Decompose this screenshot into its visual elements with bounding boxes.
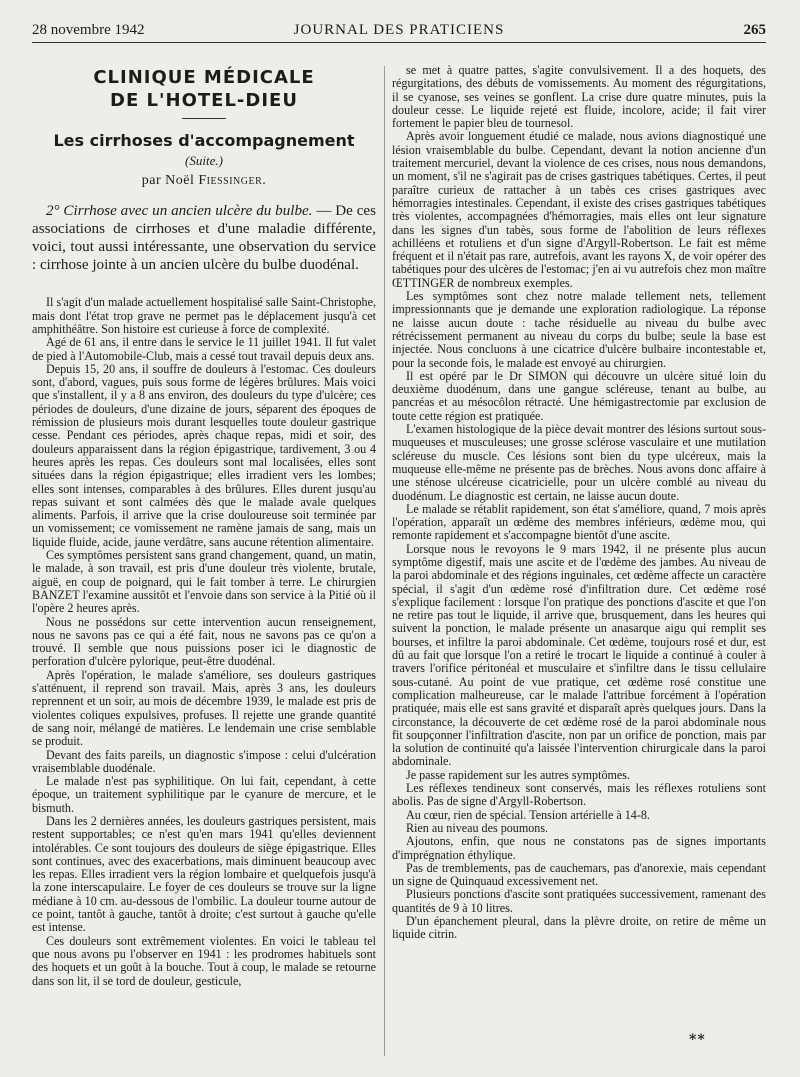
left-column xyxy=(32,64,376,1064)
paragraph: Ces douleurs sont extrêmement violentes. En voici le tableau tel que nous avons pu l'observer en 1941 : les prodromes habituels sont des hoquets et un goût à la bouche. Tout à coup, le malade se retourne dans son lit, il se tord de douleur, gesticule, xyxy=(32,933,376,988)
page-header xyxy=(32,20,766,43)
lead-label: 2° Cirrhose avec un ancien ulcère du bulbe. xyxy=(46,202,313,219)
lead-text: — De ces associations de cirrhoses et d'une maladie différente, voici, tout aussi intéressante, une observation du service : cirrhose jointe à un ancien ulcère du bulbe duodénal. xyxy=(32,202,376,274)
paragraph: Il est opéré par le Dr SIMON qui découvre un ulcère situé loin du deuxième duodénum, dans une gangue scléreuse, tenant au bulbe, au pancréas et au mésocôlon rétracté. Une hémigastrectomie par exclusion de toute cette région est pratiquée. xyxy=(392,368,766,423)
author-line xyxy=(32,174,376,187)
paragraph: Il s'agit d'un malade actuellement hospitalisé salle Saint-Christophe, mais dont l'état trop grave ne permet pas le déplacement jusqu'à cet amphithéâtre. Son histoire est curieuse à force de complexité. xyxy=(32,295,376,336)
section-title xyxy=(32,66,376,112)
paragraph: Après l'opération, le malade s'améliore, ses douleurs gastriques s'atténuent, il reprend son travail. Mais, après 3 ans, les douleurs reprennent et un soir, au mois de décembre 1939, le malade est pris de violentes coliques expulsives, profuses. Il rejette une grande quantité de sang noir, mélangé de matières. Le lendemain une crise semblable se produit. xyxy=(32,667,376,749)
right-body xyxy=(392,64,766,942)
journal-title: JOURNAL DES PRATICIENS xyxy=(293,22,505,38)
paragraph: Agé de 61 ans, il entre dans le service le 11 juillet 1941. Il fut valet de pied à l'Automobile-Club, mais a cessé tout travail depuis deux ans. xyxy=(32,335,376,363)
paragraph: Je passe rapidement sur les autres symptômes. xyxy=(406,767,631,782)
paragraph: Au cœur, rien de spécial. Tension artérielle à 14-8. xyxy=(406,807,650,822)
article-title: Les cirrhoses d'accompagnement xyxy=(53,131,355,150)
left-body xyxy=(32,296,376,987)
paragraph: Depuis 15, 20 ans, il souffre de douleurs à l'estomac. Ces douleurs sont, d'abord, vagues, puis sous forme de légères brûlures. Mais voici que s'installent, il y a 8 ans environ, des douleurs du type d'ulcère; ces périodes de douleurs, d'une dizaine de jours, séparent des époques de rémission de plusieurs mois durant lesquelles toute douleur gastrique cesse. Pendant ces périodes, après chaque repas, midi et soir, des douleurs apparaissent dans la région épigastrique, tardivement, 3 ou 4 heures après les repas. Ces douleurs sont mal localisées, elles sont situées dans la région épigastrique; elles irradient vers les lombes; elles sont intenses, comparables à des brûlures. Elles durent jusqu'au repas suivant et sont calmées dès que le malade avale quelques aliments. Parfois, il arrive que la crise douloureuse soit terminée par un vomissement; ce vomissement ne ramène jamais de sang, mais un liquide fluide, acide, jaune verdâtre, sans aucune rétention alimentaire. xyxy=(32,361,376,549)
paragraph: L'examen histologique de la pièce devait montrer des lésions surtout sous-muqueuses et musculeuses; une grosse sclérose vasculaire et une mutilation scléreuse du muscle. Ces lésions sont bien du type ulcéreux, mais la muqueuse elle-même ne présente pas de brèches. Nous avons donc affaire à une sténose ulcéreuse cicatricielle, pour un ulcère comblé au niveau du duodénum. Le diagnostic est certain, ne laisse aucun doute. xyxy=(392,422,766,503)
paragraph: Ajoutons, enfin, que nous ne constatons pas de signes importants d'imprégnation éthylique. xyxy=(392,834,766,862)
paragraph: Plusieurs ponctions d'ascite sont pratiquées successivement, ramenant des quantités de 9 à 10 litres. xyxy=(392,887,766,915)
title-rule xyxy=(182,118,226,119)
paragraph: Lorsque nous le revoyons le 9 mars 1942, il ne présente plus aucun symptôme digestif, mais une ascite et de l'œdème des jambes. Au niveau de la paroi abdominale et des régions inguinales, cet œdème affecte un caractère spécial, il s'agit d'un œdème rosé d'infiltration dure. Cet œdème rosé s'explique facilement : lorsque l'on pratique des ponctions d'ascite et que l'on ne retire pas tout le liquide, il arrive que, brusquement, dans les heures qui suivent la ponction, le malade présente un anasarque aigu qui remplit ses bourses, et infiltre la paroi abdominale. Cet œdème, toujours rosé et dur, est dû au fait que lorsque l'on a retiré le trocart le liquide a continué à couler à travers l'orifice péritonéal et musculaire et s'infiltre dans le tissu cellulaire sous-cutané. Au point de vue pratique, cet œdème rosé constitue une complication malheureuse, car le malade l'attribue forcément à l'opération pratiquée, mais elle est sans gravité et disparaît après quelques jours. Dans la circonstance, la découverte de cet œdème rosé de la paroi abdominale nous fit soupçonner l'infiltration d'ascite, non par un orifice de ponction, mais par la solution de continuité qu'a laissée l'intervention chirurgicale dans la paroi abdominale. xyxy=(392,541,766,769)
paragraph: Pas de tremblements, pas de cauchemars, pas d'anorexie, mais cependant un signe de Quinquaud excessivement net. xyxy=(392,860,766,889)
header-date: 28 novembre 1942 xyxy=(32,22,145,38)
author-prefix: par Noël xyxy=(141,173,199,189)
paragraph: Le malade se rétablit rapidement, son état s'améliore, quand, 7 mois après l'opération, apparaît un œdème des membres inférieurs, œdème mou, qui remonte rapidement et s'accompagne bientôt d'une ascite. xyxy=(392,501,766,543)
paragraph: Les symptômes sont chez notre malade tellement nets, tellement impressionnants que je demande une exploration radiologique. La réponse ne laisse aucun doute : tache résiduelle au niveau du bulbe avec rétrécissement permanent au niveau du corps du bulbe; seule la base est injectée. Nous concluons à une cicatrice d'ulcère bulbaire incontestable et, pour la seconde fois, le malade est envoyé au chirurgien. xyxy=(392,289,766,370)
paragraph: Devant des faits pareils, un diagnostic s'impose : celui d'ulcération vraisemblable duodénale. xyxy=(32,747,376,775)
paragraph: Rien au niveau des poumons. xyxy=(406,820,549,835)
section-title-line2: DE L'HOTEL-DIEU xyxy=(110,90,298,111)
lead-paragraph xyxy=(32,202,376,275)
paragraph: Le malade n'est pas syphilitique. On lui fait, cependant, à cette époque, un traitement syphilitique par le cyanure de mercure, et le bismuth. xyxy=(32,774,376,815)
paragraph: Ces symptômes persistent sans grand changement, quand, un matin, le malade, à son travail, est pris d'une douleur très violente, brutale, aiguë, en coup de poignard, qui le fait tomber à terre. Le chirurgien BANZET l'examine aussitôt et l'envoie dans son service à la Pitié où il l'opère 2 heures après. xyxy=(32,548,376,616)
paragraph: Dans les 2 dernières années, les douleurs gastriques persistent, mais restent supportables; ce n'est qu'en mars 1941 qu'elles deviennent intolérables. Ce sont toujours des douleurs de siège épigastrique. Elles sont continues, avec des exacerbations, mais diminuent beaucoup avec les repas. Elles irradient vers la région lombaire et quelquefois jusqu'à la zone interscapulaire. Le foyer de ces douleurs se trouve sur la ligne médiane à 10 cm. au-dessous de l'ombilic. La douleur tourne autour de ce point, tantôt à gauche, tantôt à droite; c'est surtout à gauche qu'elle est intense. xyxy=(32,813,376,935)
paragraph: Après avoir longuement étudié ce malade, nous avions diagnostiqué une lésion vraisemblable du bulbe. Cependant, devant la notion ancienne d'un traitement mercuriel, devant la violence de ces crises, nous nous demandons, un moment, s'il ne s'agirait pas de crises gastriques tabétiques. Certes, il peut paraître curieux de rattacher à un tabès ces crises gastriques avec hémorragies intestinales. Cependant, il existe des crises gastriques tabétiques très violentes, accompagnées d'hémorragies, mais elles ont leur signature dans les signes d'un tabès, sous forme de l'abolition de leurs réflexes achilléens et rotuliens et d'un signe d'Argyll-Robertson. Le fait est même fréquent et il n'était pas rare, autrefois, avant les rayons X, de voir opérer des tabétiques pour des ulcères de l'estomac; j'en ai vu autrefois chez mon maître ŒTTINGER de nombreux exemples. xyxy=(392,129,766,290)
page-number: 265 xyxy=(743,22,766,38)
section-title-line1: CLINIQUE MÉDICALE xyxy=(93,67,315,88)
right-column xyxy=(392,64,766,1064)
paragraph: se met à quatre pattes, s'agite convulsivement. Il a des hoquets, des régurgitations, des débuts de vomissements. Au moment des régurgitations, il se cyanose, ses veines se gonflent. La crise dure quatre minutes, puis la douleur cesse. Le liquide rejeté est fluide, incolore, acide; il fait virer fortement le papier bleu de tournesol. xyxy=(392,64,766,131)
paragraph: Nous ne possédons sur cette intervention aucun renseignement, nous ne savons pas ce qui a été fait, nous ne savons pas ce qu'on a trouvé. Il semble que nous puissions poser ici le diagnostic de perforation d'ulcère pylorique, peut-être duodénal. xyxy=(32,614,376,669)
column-divider xyxy=(384,66,385,1056)
paragraph: D'un épanchement pleural, dans la plèvre droite, on retire de même un liquide citrin. xyxy=(392,914,766,942)
end-mark: ** xyxy=(689,1032,706,1048)
suite-label: (Suite.) xyxy=(185,153,223,168)
paragraph: Les réflexes tendineux sont conservés, mais les réflexes rotuliens sont abolis. Pas de signe d'Argyll-Robertson. xyxy=(392,781,766,809)
author-name: Fiessinger. xyxy=(198,173,267,189)
